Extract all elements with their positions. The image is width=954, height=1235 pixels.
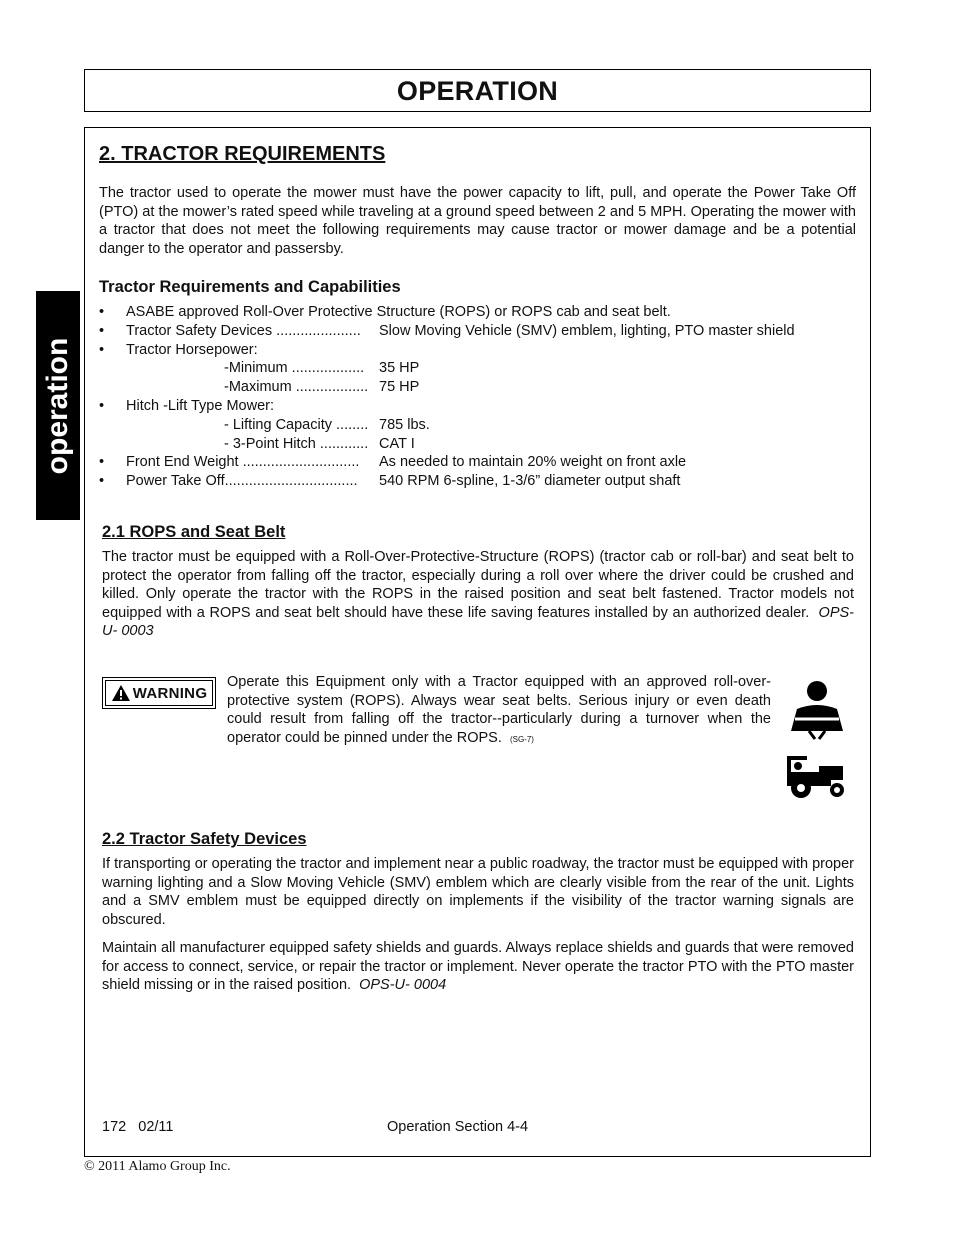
tractor-rollover-icon [783, 752, 849, 800]
side-tab [36, 291, 80, 520]
safety-devices-paragraph-1: If transporting or operating the tractor and implement near a public roadway, the tractor must be equipped with proper warning lighting and a Slow Moving Vehicle (SMV) emblem which are clearly visible from the rear of the unit. Lights and a SMV emblem must be equipped directly on implements if the visibility of the tractor warning signals are obscured. [102, 856, 854, 928]
rops-paragraph: The tractor must be equipped with a Roll-Over-Protective-Structure (ROPS) (tractor cab or roll-bar) and seat belt to protect the operator from falling off the tractor, especially during a roll over where the driver could be crushed and killed. Only operate the tractor with the ROPS in the raised position and seat belt fastened. Tractor models not equipped with a ROPS and seat belt should have these life saving features installed by an authorized dealer. OPS-U- 0003 [102, 549, 854, 640]
footer-section: Operation Section 4-4 [387, 1119, 529, 1135]
ops-code: OPS-U- 0004 [359, 977, 447, 994]
safety-devices-title: 2.2 Tractor Safety Devices [102, 830, 307, 848]
warning-badge-label: WARNING [132, 684, 208, 702]
warning-text: Operate this Equipment only with a Tractor equipped with an approved roll-over-protective system (ROPS). Always wear seat belts. Serious injury or even death could result from falling off the tractor--particularly during a turnover when the operator could be pinned under the ROPS. (SG-7) [227, 674, 771, 746]
capabilities-title: Tractor Requirements and Capabilities [99, 278, 401, 296]
capabilities-list [99, 304, 859, 492]
header-box [84, 69, 871, 112]
list-item: • Tractor Safety Devices ..................... Slow Moving Vehicle (SMV) emblem, lighting, PTO master shield [99, 322, 795, 339]
ops-code: OPS-U- 0003 [102, 604, 854, 640]
warning-triangle-icon [111, 684, 131, 702]
list-item: • Power Take Off................................. 540 RPM 6-spline, 1-3/6” diameter output shaft [99, 473, 681, 490]
page-header-title: OPERATION [396, 76, 559, 106]
list-item: - Lifting Capacity ........ 785 lbs. [224, 416, 430, 433]
list-item: -Maximum .................. 75 HP [224, 379, 420, 396]
rops-title: 2.1 ROPS and Seat Belt [102, 523, 286, 541]
list-item: • Tractor Horsepower: [99, 341, 258, 358]
list-item: - 3-Point Hitch ............ CAT I [224, 435, 415, 452]
safety-devices-paragraph-2: Maintain all manufacturer equipped safety shields and guards. Always replace shields and guards that were removed for access to connect, service, or repair the tractor or implement. Never operate the tractor PTO with the PTO master shield missing or in the raised position. OPS-U- 0004 [102, 940, 854, 994]
copyright: © 2011 Alamo Group Inc. [84, 1159, 231, 1174]
list-item: • Hitch -Lift Type Mower: [99, 397, 275, 414]
page-number: 172 02/11 [102, 1119, 174, 1135]
sg-code: (SG-7) [509, 734, 534, 744]
section-title: 2. TRACTOR REQUIREMENTS [99, 143, 386, 165]
seatbelt-icon [787, 679, 849, 741]
side-tab-label: operation [41, 337, 74, 474]
intro-paragraph: The tractor used to operate the mower must have the power capacity to lift, pull, and operate the Power Take Off (PTO) at the mower’s rated speed while traveling at a ground speed between 2 and 5 MPH. Operating the mower with a tractor that does not meet the following requirements may cause tractor or mower damage and be a potential danger to the operator and passersby. [99, 185, 856, 257]
list-item: • ASABE approved Roll-Over Protective Structure (ROPS) or ROPS cab and seat belt. [99, 304, 671, 320]
warning-badge [102, 677, 216, 709]
list-item: -Minimum .................. 35 HP [224, 360, 420, 377]
list-item: • Front End Weight ............................. As needed to maintain 20% weight on front axle [99, 454, 687, 471]
